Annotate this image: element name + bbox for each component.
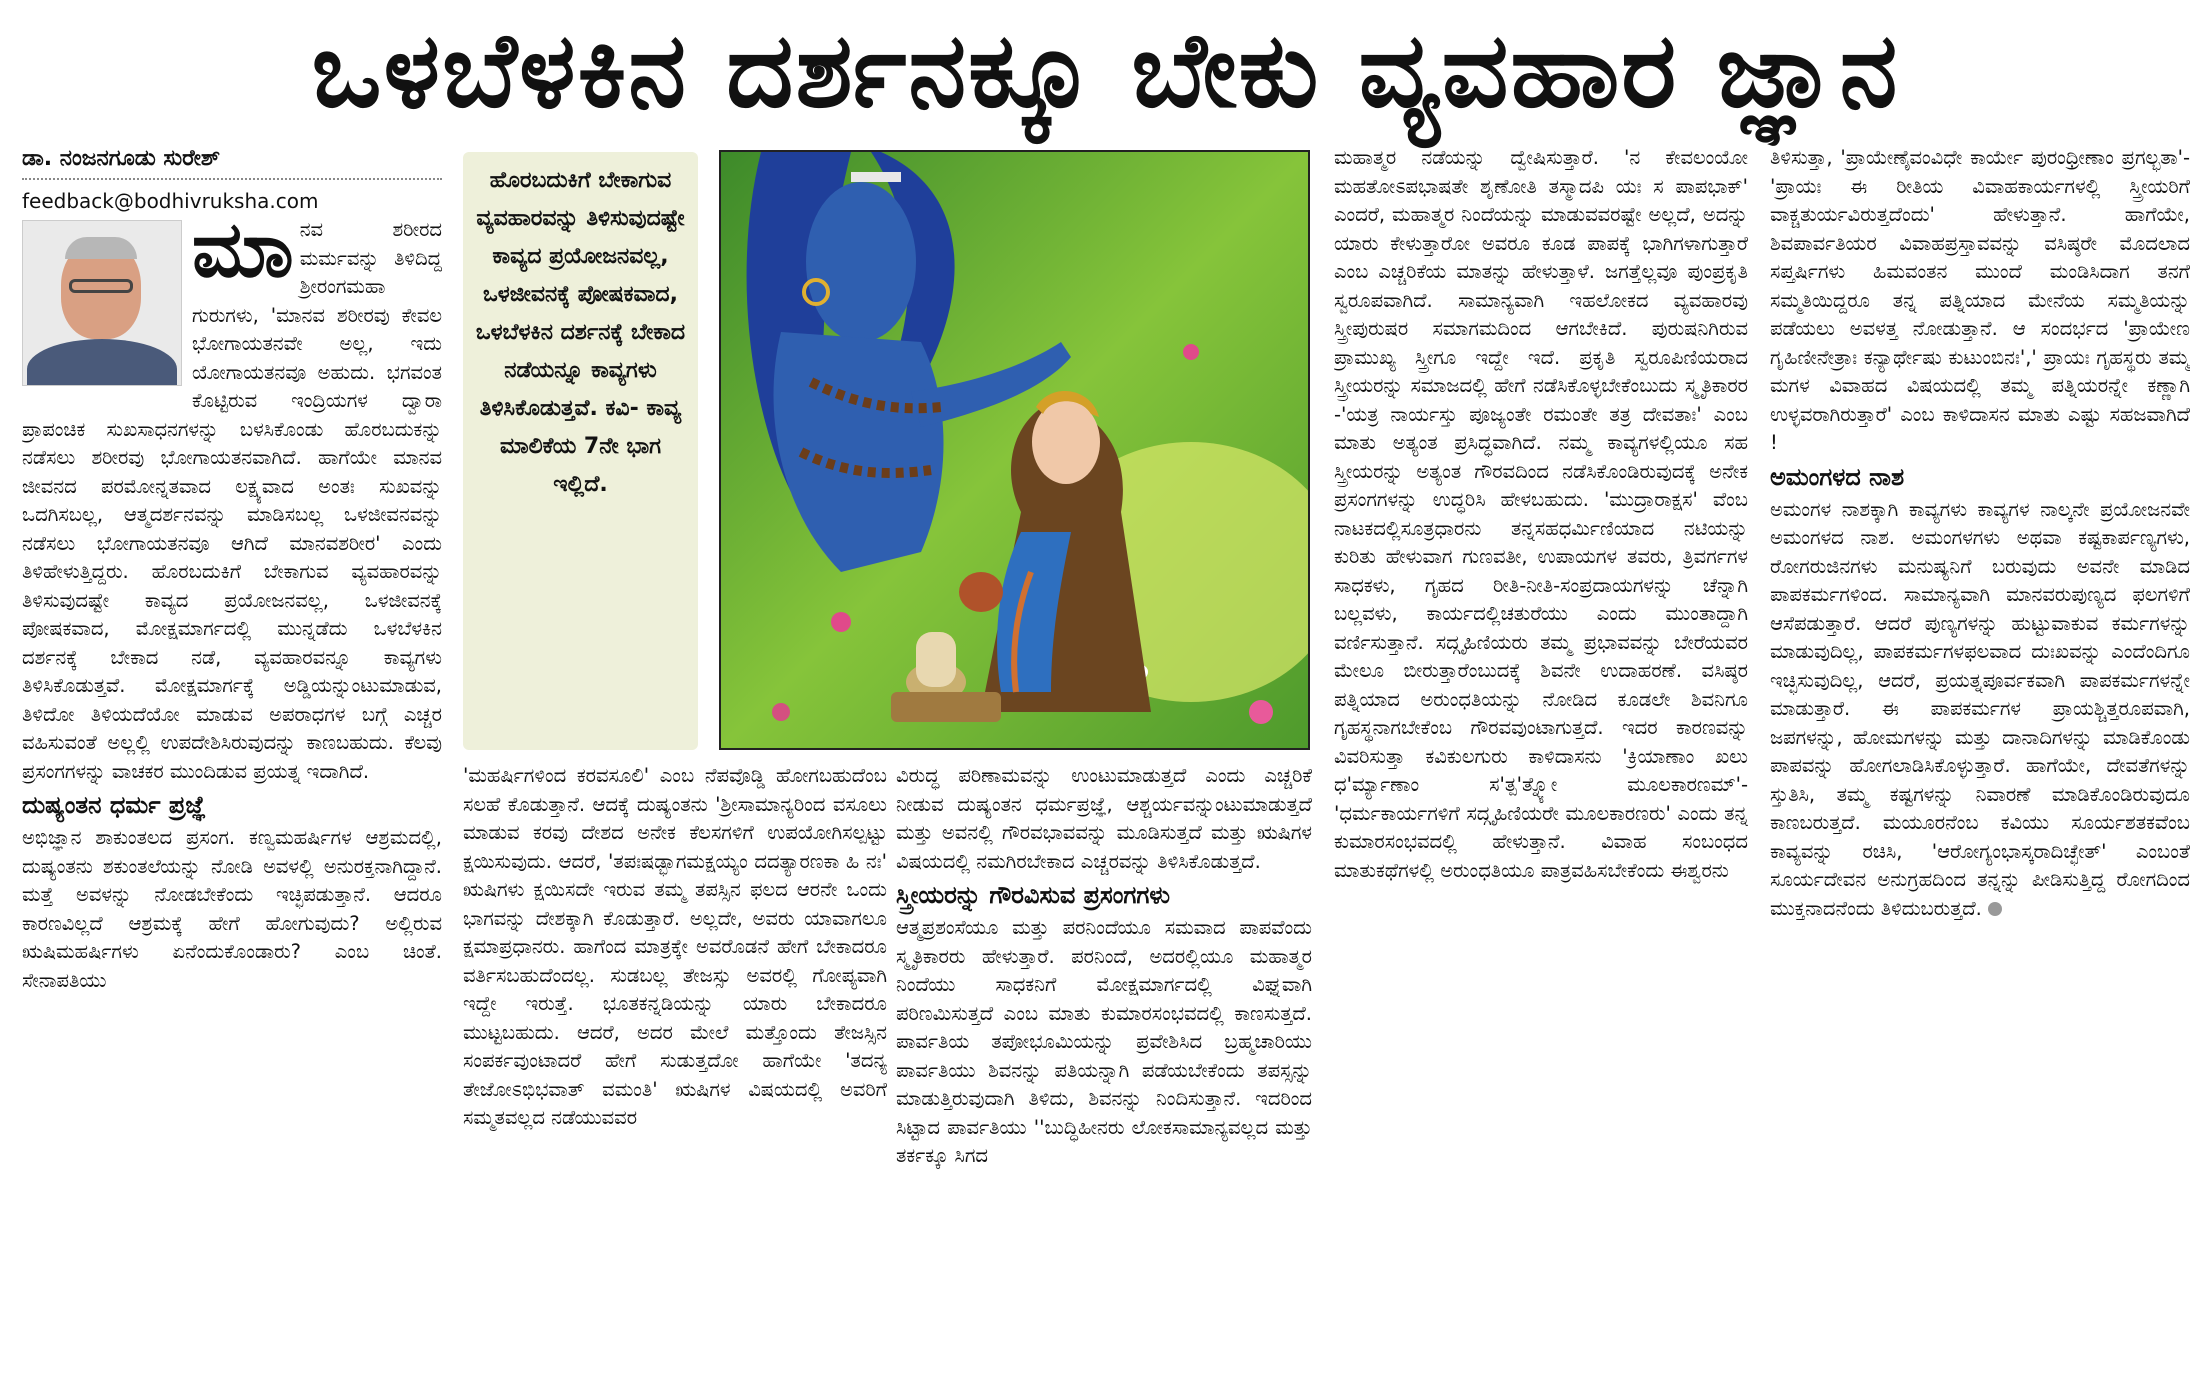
column-3 xyxy=(896,762,1312,1390)
illustration-shiva-parvati xyxy=(719,150,1310,750)
author-byline: ಡಾ. ನಂಜನಗೂಡು ಸುರೇಶ್ xyxy=(22,146,221,171)
column-5 xyxy=(1770,144,2190,1390)
drop-cap: ಮಾ xyxy=(192,205,294,295)
paragraph: ಅಭಿಜ್ಞಾನ ಶಾಕುಂತಲದ ಪ್ರಸಂಗ. ಕಣ್ವಮಹರ್ಷಿಗಳ ಆಶ್ರಮದಲ್ಲಿ, ದುಷ್ಯಂತನು ಶಕುಂತಲೆಯನ್ನು ನೋಡಿ ಅವಳಲ್ಲಿ ಅನುರಕ್ತನಾಗಿದ್ದಾನೆ. ಮತ್ತೆ ಅವಳನ್ನು ನೋಡಬೇಕೆಂದು ಇಚ್ಛಿಪಡುತ್ತಾನೆ. ಆದರೂ ಕಾರಣವಿಲ್ಲದೆ ಆಶ್ರಮಕ್ಕೆ ಹೇಗೆ ಹೋಗುವುದು? ಅಲ್ಲಿರುವ ಋಷಿಮಹರ್ಷಿಗಳು ಏನೆಂದುಕೊಂಡಾರು? ಎಂಬ ಚಿಂತೆ. ಸೇನಾಪತಿಯು xyxy=(22,826,442,992)
author-photo xyxy=(22,220,182,386)
paragraph: ತಿಳಿಸುತ್ತಾ, 'ಪ್ರಾಯೇಣೈವಂವಿಧೇ ಕಾರ್ಯೇ ಪುರಂಧ್ರೀಣಾಂ ಪ್ರಗಲ್ಭತಾ'- 'ಪ್ರಾಯಃ ಈ ರೀತಿಯ ವಿವಾಹಕಾರ್ಯಗಳಲ್ಲಿ ಸ್ತ್ರೀಯರಿಗೆ ವಾಕ್ಚತುರ್ಯವಿರುತ್ತದೆಂದು' ಹೇಳುತ್ತಾನೆ. ಹಾಗೆಯೇ, ಶಿವಪಾರ್ವತಿಯರ ವಿವಾಹಪ್ರಸ್ತಾವವನ್ನು ವಸಿಷ್ಠರೇ ಮೊದಲಾದ ಸಪ್ತರ್ಷಿಗಳು ಹಿಮವಂತನ ಮುಂದೆ ಮಂಡಿಸಿದಾಗ ತನಗೆ ಸಮ್ಮತಿಯಿದ್ದರೂ ತನ್ನ ಪತ್ನಿಯಾದ ಮೇನೆಯ ಸಮ್ಮತಿಯನ್ನು ಪಡೆಯಲು ಅವಳತ್ತ ನೋಡುತ್ತಾನೆ. ಆ ಸಂದರ್ಭದ 'ಪ್ರಾಯೇಣ ಗೃಹಿಣೀನೇತ್ರಾಃ ಕನ್ಯಾರ್ಥೇಷು ಕುಟುಂಬಿನಃ',' ಪ್ರಾಯಃ ಗೃಹಸ್ಥರು ತಮ್ಮ ಮಗಳ ವಿವಾಹದ ವಿಷಯದಲ್ಲಿ ತಮ್ಮ ಪತ್ನಿಯರನ್ನೇ ಕಣ್ಣಾಗಿ ಉಳ್ಳವರಾಗಿರುತ್ತಾರೆ' ಎಂಬ ಕಾಳಿದಾಸನ ಮಾತು ಎಷ್ಟು ಸಹಜವಾಗಿದೆ ! xyxy=(1770,146,2190,454)
headline: ಒಳಬೆಳಕಿನ ದರ್ಶನಕ್ಕೂ ಬೇಕು ವ್ಯವಹಾರ ಜ್ಞಾನ xyxy=(311,9,1900,131)
paragraph: ಮಹಾತ್ಮರ ನಡೆಯನ್ನು ದ್ವೇಷಿಸುತ್ತಾರೆ. 'ನ ಕೇವಲಂಯೋ ಮಹತೋಽಪಭಾಷತೇ ಶೃಣೋತಿ ತಸ್ಮಾದಪಿ ಯಃ ಸ ಪಾಪಭಾಕ್' ಎಂದರೆ, ಮಹಾತ್ಮರ ನಿಂದೆಯನ್ನು ಮಾಡುವವರಷ್ಟೇ ಅಲ್ಲದೆ, ಅದನ್ನು ಯಾರು ಕೇಳುತ್ತಾರೋ ಅವರೂ ಕೂಡ ಪಾಪಕ್ಕೆ ಭಾಗಿಗಳಾಗುತ್ತಾರೆ ಎಂಬ ಎಚ್ಚರಿಕೆಯ ಮಾತನ್ನು ಹೇಳುತ್ತಾಳೆ. ಜಗತ್ತೆಲ್ಲವೂ ಪುಂಪ್ರಕೃತಿ ಸ್ವರೂಪವಾಗಿದೆ. ಸಾಮಾನ್ಯವಾಗಿ ಇಹಲೋಕದ ವ್ಯವಹಾರವು ಸ್ತ್ರೀಪುರುಷರ ಸಮಾಗಮದಿಂದ ಆಗಬೇಕಿದೆ. ಪುರುಷನಿಗಿರುವ ಪ್ರಾಮುಖ್ಯ ಸ್ತ್ರೀಗೂ ಇದ್ದೇ ಇದೆ. ಪ್ರಕೃತಿ ಸ್ವರೂಪಿಣಿಯರಾದ ಸ್ತ್ರೀಯರನ್ನು ಸಮಾಜದಲ್ಲಿ ಹೇಗೆ ನಡೆಸಿಕೊಳ್ಳಬೇಕೆಂಬುದು ಸ್ಮೃತಿಕಾರರ -'ಯತ್ರ ನಾರ್ಯಸ್ತು ಪೂಜ್ಯಂತೇ ರಮಂತೇ ತತ್ರ ದೇವತಾಃ' ಎಂಬ ಮಾತು ಅತ್ಯಂತ ಪ್ರಸಿದ್ಧವಾಗಿದೆ. ನಮ್ಮ ಕಾವ್ಯಗಳಲ್ಲಿಯೂ ಸಹ ಸ್ತ್ರೀಯರನ್ನು ಅತ್ಯಂತ ಗೌರವದಿಂದ ನಡೆಸಿಕೊಂಡಿರುವುದಕ್ಕೆ ಅನೇಕ ಪ್ರಸಂಗಗಳನ್ನು ಉದ್ಧರಿಸಿ ಹೇಳಬಹುದು. 'ಮುದ್ರಾರಾಕ್ಷಸ' ವೆಂಬ ನಾಟಕದಲ್ಲಿಸೂತ್ರಧಾರನು ತನ್ನಸಹಧರ್ಮಿಣಿಯಾದ ನಟಿಯನ್ನು ಕುರಿತು ಹೇಳುವಾಗ ಗುಣವತೀ, ಉಪಾಯಗಳ ತವರು, ತ್ರಿವರ್ಗಗಳ ಸಾಧಕಳು, ಗೃಹದ ರೀತಿ-ನೀತಿ-ಸಂಪ್ರದಾಯಗಳನ್ನು ಚೆನ್ನಾಗಿ ಬಲ್ಲವಳು, ಕಾರ್ಯದಲ್ಲಿಚತುರೆಯು ಎಂದು ಮುಂತಾದ್ದಾಗಿ ವರ್ಣಿಸುತ್ತಾನೆ. ಸದ್ಗೃಹಿಣಿಯರು ತಮ್ಮ ಪ್ರಭಾವವನ್ನು ಬೇರೆಯವರ ಮೇಲೂ ಬೀರುತ್ತಾರೆಂಬುದಕ್ಕೆ ಶಿವನೇ ಉದಾಹರಣೆ. ವಸಿಷ್ಠರ ಪತ್ನಿಯಾದ ಅರುಂಧತಿಯನ್ನು ನೋಡಿದ ಕೂಡಲೇ ಶಿವನಿಗೂ ಗೃಹಸ್ಥನಾಗಬೇಕೆಂಬ ಗೌರವವುಂಟಾಗುತ್ತದೆ. ಇದರ ಕಾರಣವನ್ನು ವಿವರಿಸುತ್ತಾ ಕವಿಕುಲಗುರು ಕಾಳಿದಾಸನು 'ಕ್ರಿಯಾಣಾಂ ಖಲು ಧ'ರ್ಮ್ಯಾಣಾಂ ಸ'ತ್ಪ'ತ್ನ್ಯೋ ಮೂಲಕಾರಣಮ್'- 'ಧರ್ಮಕಾರ್ಯಗಳಿಗೆ ಸದ್ಗೃಹಿಣಿಯರೇ ಮೂಲಕಾರಣರು' ಎಂದು ತನ್ನ ಕುಮಾರಸಂಭವದಲ್ಲಿ ಹೇಳುತ್ತಾನೆ. ವಿವಾಹ ಸಂಬಂಧದ ಮಾತುಕಥೆಗಳಲ್ಲಿ ಅರುಂಧತಿಯೂ ಪಾತ್ರವಹಿಸಬೇಕೆಂದು ಈಶ್ವರನು xyxy=(1334,146,1748,882)
section-heading: ಅಮಂಗಳದ ನಾಶ xyxy=(1770,462,1905,491)
byline-divider xyxy=(22,178,442,180)
paragraph: 'ಮಹರ್ಷಿಗಳಿಂದ ಕರವಸೂಲಿ' ಎಂಬ ನೆಪವೊಡ್ಡಿ ಹೋಗಬಹುದೆಂಬ ಸಲಹೆ ಕೊಡುತ್ತಾನೆ. ಆದಕ್ಕೆ ದುಷ್ಯಂತನು 'ಶ್ರೀಸಾಮಾನ್ಯರಿಂದ ವಸೂಲು ಮಾಡುವ ಕರವು ದೇಶದ ಅನೇಕ ಕೆಲಸಗಳಿಗೆ ಉಪಯೋಗಿಸಲ್ಪಟ್ಟು ಕ್ಷಯಿಸುವುದು. ಆದರೆ, 'ತಪಃಷಡ್ಭಾಗಮಕ್ಷಯ್ಯಂ ದದತ್ಯಾರಣಕಾ ಹಿ ನಃ' ಋಷಿಗಳು ಕ್ಷಯಿಸದೇ ಇರುವ ತಮ್ಮ ತಪಸ್ಸಿನ ಫಲದ ಆರನೇ ಒಂದು ಭಾಗವನ್ನು ದೇಶಕ್ಕಾಗಿ ಕೊಡುತ್ತಾರೆ. ಅಲ್ಲದೇ, ಅವರು ಯಾವಾಗಲೂ ಕ್ಷಮಾಪ್ರಧಾನರು. ಹಾಗೆಂದ ಮಾತ್ರಕ್ಕೇ ಅವರೊಡನೆ ಹೇಗೆ ಬೇಕಾದರೂ ವರ್ತಿಸಬಹುದೆಂದಲ್ಲ. ಸುಡಬಲ್ಲ ತೇಜಸ್ಸು ಅವರಲ್ಲಿ ಗೋಪ್ಯವಾಗಿ ಇದ್ದೇ ಇರುತ್ತೆ. ಭೂತಕನ್ನಡಿಯನ್ನು ಯಾರು ಬೇಕಾದರೂ ಮುಟ್ಟಬಹುದು. ಆದರೆ, ಅದರ ಮೇಲೆ ಮತ್ತೊಂದು ತೇಜಸ್ಸಿನ ಸಂಪರ್ಕವುಂಟಾದರೆ ಹೇಗೆ ಸುಡುತ್ತದೋ ಹಾಗೆಯೇ 'ತದನ್ಯ ತೇಜೋಽಭಿಭವಾತ್ ವಮಂತಿ' ಋಷಿಗಳ ವಿಷಯದಲ್ಲಿ ಅವರಿಗೆ ಸಮ್ಮತವಲ್ಲದ ನಡೆಯುವವರ xyxy=(463,764,887,1129)
author-email: feedback@bodhivruksha.com xyxy=(22,189,319,213)
column-2 xyxy=(463,762,887,1390)
end-marker-icon xyxy=(1988,902,2002,916)
pull-quote: ಹೊರಬದುಕಿಗೆ ಬೇಕಾಗುವ ವ್ಯವಹಾರವನ್ನು ತಿಳಿಸುವುದಷ್ಟೇ ಕಾವ್ಯದ ಪ್ರಯೋಜನವಲ್ಲ, ಒಳಜೀವನಕ್ಕೆ ಪೋಷಕವಾದ, ಒಳಬೆಳಕಿನ ದರ್ಶನಕ್ಕೆ ಬೇಕಾದ ನಡೆಯನ್ನೂ ಕಾವ್ಯಗಳು ತಿಳಿಸಿಕೊಡುತ್ತವೆ. ಕವಿ- ಕಾವ್ಯ ಮಾಲಿಕೆಯ 7ನೇ ಭಾಗ ಇಲ್ಲಿದೆ. xyxy=(463,152,698,750)
column-4 xyxy=(1334,144,1748,1390)
paragraph: ಆತ್ಮಪ್ರಶಂಸೆಯೂ ಮತ್ತು ಪರನಿಂದೆಯೂ ಸಮವಾದ ಪಾಪವೆಂದು ಸ್ಮೃತಿಕಾರರು ಹೇಳುತ್ತಾರೆ. ಪರನಿಂದೆ, ಅದರಲ್ಲಿಯೂ ಮಹಾತ್ಮರ ನಿಂದೆಯು ಸಾಧಕನಿಗೆ ಮೋಕ್ಷಮಾರ್ಗದಲ್ಲಿ ವಿಘ್ನವಾಗಿ ಪರಿಣಮಿಸುತ್ತದೆ ಎಂಬ ಮಾತು ಕುಮಾರಸಂಭವದಲ್ಲಿ ಕಾಣಸುತ್ತದೆ. ಪಾರ್ವತಿಯ ತಪೋಭೂಮಿಯನ್ನು ಪ್ರವೇಶಿಸಿದ ಬ್ರಹ್ಮಚಾರಿಯು ಪಾರ್ವತಿಯು ಶಿವನನ್ನು ಪತಿಯನ್ನಾಗಿ ಪಡೆಯಬೇಕೆಂದು ತಪಸ್ಸನ್ನು ಮಾಡುತ್ತಿರುವುದಾಗಿ ತಿಳಿದು, ಶಿವನನ್ನು ನಿಂದಿಸುತ್ತಾನೆ. ಇದರಿಂದ ಸಿಟ್ಟಾದ ಪಾರ್ವತಿಯು ''ಬುದ್ಧಿಹೀನರು ಲೋಕಸಾಮಾನ್ಯವಲ್ಲದ ಮತ್ತು ತರ್ಕಕ್ಕೂ ಸಿಗದ xyxy=(896,916,1312,1167)
column-1 xyxy=(22,144,442,1390)
paragraph-text: ಅಮಂಗಳ ನಾಶಕ್ಕಾಗಿ ಕಾವ್ಯಗಳು ಕಾವ್ಯಗಳ ನಾಲ್ಕನೇ ಪ್ರಯೋಜನವೇ ಅಮಂಗಳದ ನಾಶ. ಅಮಂಗಳಗಳು ಅಥವಾ ಕಷ್ಟಕಾರ್ಪಣ್ಯಗಳು, ರೋಗರುಜಿನಗಳು ಮನುಷ್ಯನಿಗೆ ಬರುವುದು ಅವನೇ ಮಾಡಿದ ಪಾಪಕರ್ಮಗಳಿಂದ. ಸಾಮಾನ್ಯವಾಗಿ ಮಾನವರುಪುಣ್ಯದ ಫಲಗಳಿಗೆ ಆಸೆಪಡುತ್ತಾರೆ. ಆದರೆ ಪುಣ್ಯಗಳನ್ನು ಹುಟ್ಟುವಾಕುವ ಕರ್ಮಗಳನ್ನು ಮಾಡುವುದಿಲ್ಲ, ಪಾಪಕರ್ಮಗಳಫಲವಾದ ದುಃಖವನ್ನು ಎಂದೆಂದಿಗೂ ಇಚ್ಛಿಸುವುದಿಲ್ಲ, ಆದರೆ, ಪ್ರಯತ್ನಪೂರ್ವಕವಾಗಿ ಪಾಪಕರ್ಮಗಳನ್ನೇ ಮಾಡುತ್ತಾರೆ. ಈ ಪಾಪಕರ್ಮಗಳ ಪ್ರಾಯಶ್ಚಿತ್ತರೂಪವಾಗಿ, ಜಪಗಳನ್ನು, ಹೋಮಗಳನ್ನು ಮತ್ತು ದಾನಾದಿಗಳನ್ನು ಮಾಡಿಕೊಂಡು ಪಾಪವನ್ನು ಹೋಗಲಾಡಿಸಿಕೊಳ್ಳುತ್ತಾರೆ. ಹಾಗೆಯೇ, ದೇವತೆಗಳನ್ನು ಸ್ತುತಿಸಿ, ತಮ್ಮ ಕಷ್ಟಗಳನ್ನು ನಿವಾರಣೆ ಮಾಡಿಕೊಂಡಿರುವುದೂ ಕಾಣಬರುತ್ತದೆ. ಮಯೂರನೆಂಬ ಕವಿಯು ಸೂರ್ಯಶತಕವೆಂಬ ಕಾವ್ಯವನ್ನು ರಚಿಸಿ, 'ಆರೋಗ್ಯಂಭಾಸ್ಕರಾದಿಚ್ಛೇತ್' ಎಂಬಂತೆ ಸೂರ್ಯದೇವನ ಅನುಗ್ರಹದಿಂದ ತನ್ನನ್ನು ಪೀಡಿಸುತ್ತಿದ್ದ ರೋಗದಿಂದ ಮುಕ್ತನಾದನೆಂದು ತಿಳಿದುಬರುತ್ತದೆ. xyxy=(1770,497,2190,920)
paragraph xyxy=(1770,496,2190,924)
section-heading: ಸ್ತ್ರೀಯರನ್ನು ಗೌರವಿಸುವ ಪ್ರಸಂಗಗಳು xyxy=(896,881,1171,909)
section-heading: ದುಷ್ಯಂತನ ಧರ್ಮ ಪ್ರಜ್ಞೆ xyxy=(22,791,206,819)
paragraph: ನವ ಶರೀರದ ಮರ್ಮವನ್ನು ತಿಳಿದಿದ್ದ ಶ್ರೀರಂಗಮಹಾ ಗುರುಗಳು, 'ಮಾನವ ಶರೀರವು ಕೇವಲ ಭೋಗಾಯತನವೇ ಅಲ್ಲ, ಇದು ಯೋಗಾಯತನವೂ ಅಹುದು. ಭಗವಂತ ಕೊಟ್ಟಿರುವ ಇಂದ್ರಿಯಗಳ ದ್ವಾರಾ ಪ್ರಾಪಂಚಿಕ ಸುಖಸಾಧನಗಳನ್ನು ಬಳಸಿಕೊಂಡು ಹೊರಬದುಕನ್ನು ನಡೆಸಲು ಶರೀರವು ಭೋಗಾಯತನವಾಗಿದೆ. ಹಾಗೆಯೇ ಮಾನವ ಜೀವನದ ಪರಮೋನ್ನತವಾದ ಲಕ್ಷ್ಯವಾದ ಅಂತಃ ಸುಖವನ್ನು ಒದಗಿಸಬಲ್ಲ, ಆತ್ಮದರ್ಶನವನ್ನು ಮಾಡಿಸಬಲ್ಲ ಒಳಜೀವನವನ್ನು ನಡೆಸಲು ಭೋಗಾಯತನವೂ ಆಗಿದೆ ಮಾನವಶರೀರ' ಎಂದು ತಿಳಿಹೇಳುತ್ತಿದ್ದರು. ಹೊರಬದುಕಿಗೆ ಬೇಕಾಗುವ ವ್ಯವಹಾರವನ್ನು ತಿಳಿಸುವುದಷ್ಟೇ ಕಾವ್ಯದ ಪ್ರಯೋಜನವಲ್ಲ, ಒಳಜೀವನಕ್ಕೆ ಪೋಷಕವಾದ, ಮೋಕ್ಷಮಾರ್ಗದಲ್ಲಿ ಮುನ್ನಡೆದು ಒಳಬೆಳಕಿನ ದರ್ಶನಕ್ಕೆ ಬೇಕಾದ ನಡೆ, ವ್ಯವಹಾರವನ್ನೂ ಕಾವ್ಯಗಳು ತಿಳಿಸಿಕೊಡುತ್ತವೆ. ಮೋಕ್ಷಮಾರ್ಗಕ್ಕೆ ಅಡ್ಡಿಯನ್ನುಂಟುಮಾಡುವ, ತಿಳಿದೋ ತಿಳಿಯದೆಯೋ ಮಾಡುವ ಅಪರಾಧಗಳ ಬಗ್ಗೆ ಎಚ್ಚರ ವಹಿಸುವಂತೆ ಅಲ್ಲಲ್ಲಿ ಉಪದೇಶಿಸಿರುವುದನ್ನು ಕಾಣಬಹುದು. ಕೆಲವು ಪ್ರಸಂಗಗಳನ್ನು ವಾಚಕರ ಮುಂದಿಡುವ ಪ್ರಯತ್ನ ಇದಾಗಿದೆ. xyxy=(22,218,442,783)
paragraph: ವಿರುದ್ಧ ಪರಿಣಾಮವನ್ನು ಉಂಟುಮಾಡುತ್ತದೆ ಎಂದು ಎಚ್ಚರಿಕೆ ನೀಡುವ ದುಷ್ಯಂತನ ಧರ್ಮಪ್ರಜ್ಞೆ, ಆಶ್ಚರ್ಯವನ್ನುಂಟುಮಾಡುತ್ತದೆ ಮತ್ತು ಅವನಲ್ಲಿ ಗೌರವಭಾವವನ್ನು ಮೂಡಿಸುತ್ತದೆ ಮತ್ತು ಋಷಿಗಳ ವಿಷಯದಲ್ಲಿ ನಮಗಿರಬೇಕಾದ ಎಚ್ಚರವನ್ನು ತಿಳಿಸಿಕೊಡುತ್ತದೆ. xyxy=(896,764,1312,873)
illustration-svg xyxy=(721,152,1308,748)
